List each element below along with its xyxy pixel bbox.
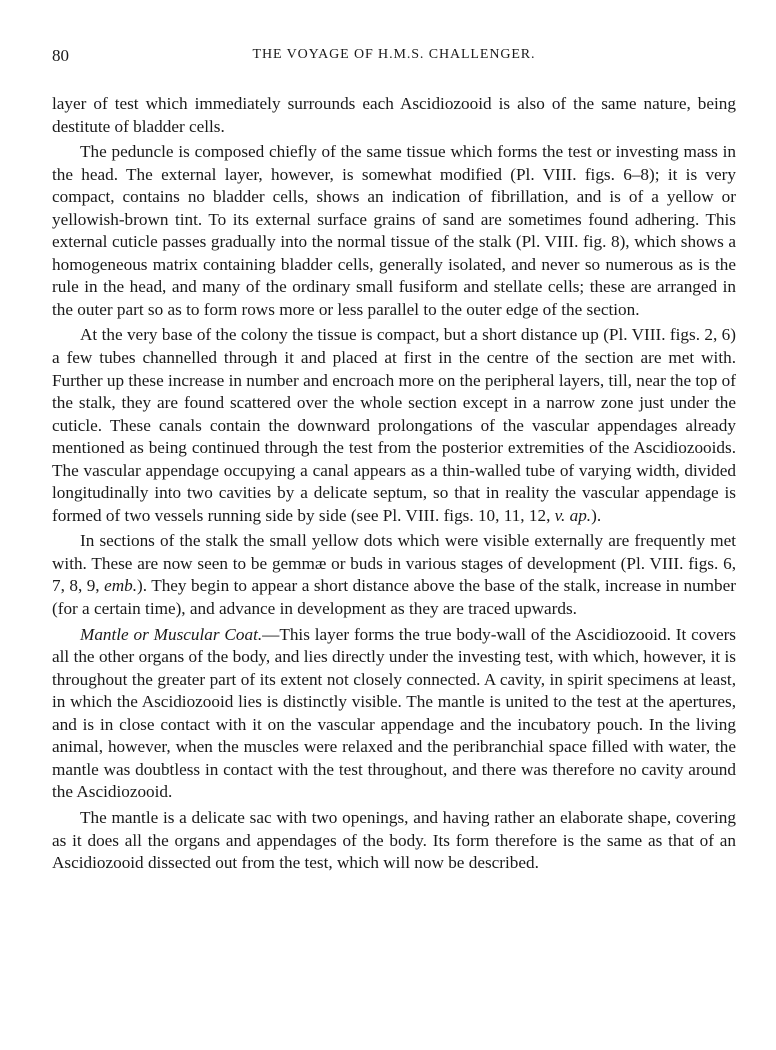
paragraph-text: ). They begin to appear a short distance above the base of the stalk, increase in number (for a certain time), and advance in development as they are traced upwards. — [52, 576, 736, 619]
paragraph-stalk-sections — [52, 530, 736, 620]
paragraph-text: In sections of the stalk the small yellow dots which were visible externally are frequently met with. These are now seen to be gemmæ or buds in various stages of development (Pl. VIII. figs. 6, 7, 8, 9, — [52, 531, 736, 596]
paragraph-colony-base — [52, 324, 736, 527]
paragraph-text: ). — [591, 505, 602, 525]
body-text — [52, 93, 736, 875]
paragraph-peduncle: The peduncle is composed chiefly of the same tissue which forms the test or investing mass in the head. The external layer, however, is somewhat modified (Pl. VIII. figs. 6–8); it is very compact, contains no bladder cells, shows an indication of fibrillation, and is of a yellow or yellowish-brown tint. To its external surface grains of sand are sometimes found adhering. This external cuticle passes gradually into the normal tissue of the stalk (Pl. VIII. fig. 8), which shows a homogeneous matrix containing bladder cells, generally isolated, and never so numerous as is the rule in the head, and many of the ordinary small fusiform and stellate cells; these are arranged in the outer part so as to form rows more or less parallel to the outer edge of the section. — [52, 142, 736, 319]
paragraph-mantle-sac: The mantle is a delicate sac with two openings, and having rather an elaborate shape, covering as it does all the organs and appendages of the body. Its form therefore is the same as that of an Ascidiozooid dissected out from the test, which will now be described. — [52, 807, 736, 873]
paragraph-continuation: layer of test which immediately surrounds each Ascidiozooid is also of the same nature, being destitute of bladder cells. — [52, 94, 736, 136]
running-title: THE VOYAGE OF H.M.S. CHALLENGER. — [252, 47, 536, 62]
paragraph-mantle — [52, 624, 736, 804]
page-header — [52, 46, 736, 68]
paragraph-text: —This layer forms the true body-wall of the Ascidiozooid. It covers all the other organs of the body, and lies directly under the investing test, with which, however, it is throughout the greater part of its extent not closely connected. A cavity, in spirit specimens at least, in which the Ascidiozooid lies is distinctly visible. The mantle is united to the test at the apertures, and is in close contact with it on the vascular appendage and the incubatory pouch. In the living animal, however, when the muscles were relaxed and the peribranchial space filled with water, the mantle was doubtless in contact with the test throughout, and there was therefore no cavity around the Ascidiozooid. — [52, 624, 736, 802]
italic-abbreviation: emb. — [104, 576, 138, 596]
paragraph-text: At the very base of the colony the tissue is compact, but a short distance up (Pl. VIII. figs. 2, 6) a few tubes channelled through it and placed at first in the centre of the section are met with. Further up these increase in number and encroach more on the peripheral layers, till, near the top of the stalk, they are found scattered over the whole section except in a narrow zone just under the cuticle. These canals contain the downward prolongations of the vascular appendages already mentioned as being continued through the test from the posterior extremities of the Ascidiozooids. The vascular appendage occupying a canal appears as a thin-walled tube of varying width, divided longitudinally into two cavities by a delicate septum, so that in reality the vascular appendage is formed of two vessels running side by side (see Pl. VIII. figs. 10, 11, 12, — [52, 325, 736, 525]
italic-abbreviation: v. ap. — [554, 505, 592, 525]
section-heading: Mantle or Muscular Coat. — [80, 624, 263, 644]
page-number: 80 — [52, 46, 69, 65]
